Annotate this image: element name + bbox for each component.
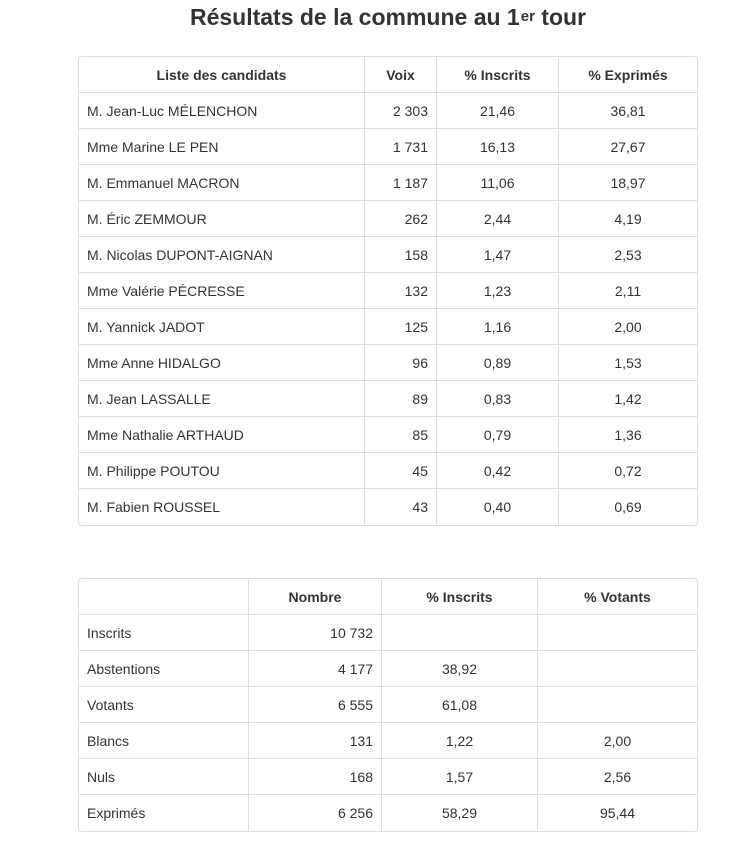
candidate-name-cell: M. Éric ZEMMOUR — [79, 201, 365, 237]
table-row — [79, 651, 697, 687]
participation-label-cell: Votants — [79, 687, 249, 723]
pct-inscrits-cell: 1,47 — [437, 237, 559, 273]
table-row — [79, 381, 697, 417]
pct-inscrits-cell: 38,92 — [382, 651, 538, 687]
table-row — [79, 201, 697, 237]
pct-inscrits-cell: 0,79 — [437, 417, 559, 453]
table-row — [79, 615, 697, 651]
voix-cell: 125 — [365, 309, 437, 345]
table-header-row — [79, 579, 697, 615]
voix-cell: 96 — [365, 345, 437, 381]
pct-inscrits-cell: 1,57 — [382, 759, 538, 795]
participation-table-body — [79, 615, 697, 831]
page-title-superscript: er — [520, 8, 535, 25]
voix-cell: 2 303 — [365, 93, 437, 129]
pct-votants-cell — [538, 615, 697, 651]
participation-label-cell: Inscrits — [79, 615, 249, 651]
pct-exprimes-cell: 27,67 — [559, 129, 697, 165]
pct-votants-cell — [538, 651, 697, 687]
participation-label-cell: Nuls — [79, 759, 249, 795]
table-row — [79, 273, 697, 309]
header-pct-inscrits: % Inscrits — [382, 579, 538, 615]
pct-exprimes-cell: 2,11 — [559, 273, 697, 309]
table-row — [79, 237, 697, 273]
candidate-name-cell: M. Jean LASSALLE — [79, 381, 365, 417]
candidates-results-table — [78, 56, 698, 526]
pct-exprimes-cell: 0,72 — [559, 453, 697, 489]
table-row — [79, 165, 697, 201]
pct-exprimes-cell: 1,36 — [559, 417, 697, 453]
pct-exprimes-cell: 2,53 — [559, 237, 697, 273]
pct-inscrits-cell: 0,40 — [437, 489, 559, 525]
candidate-name-cell: M. Fabien ROUSSEL — [79, 489, 365, 525]
header-voix: Voix — [365, 57, 437, 93]
candidate-name-cell: M. Nicolas DUPONT-AIGNAN — [79, 237, 365, 273]
pct-exprimes-cell: 4,19 — [559, 201, 697, 237]
table-row — [79, 723, 697, 759]
candidates-table-body — [79, 93, 697, 525]
table-row — [79, 687, 697, 723]
pct-votants-cell: 95,44 — [599, 805, 636, 821]
candidate-name-cell: M. Jean-Luc MÉLENCHON — [79, 93, 365, 129]
voix-cell: 1 731 — [365, 129, 437, 165]
pct-votants-cell: 2,00 — [538, 723, 697, 759]
pct-exprimes-cell: 1,42 — [559, 381, 697, 417]
table-row — [79, 417, 697, 453]
pct-exprimes-cell: 1,53 — [559, 345, 697, 381]
nombre-cell: 6 555 — [249, 687, 382, 723]
candidate-name-cell: Mme Valérie PÉCRESSE — [79, 273, 365, 309]
pct-exprimes-cell: 0,69 — [614, 499, 642, 515]
pct-exprimes-cell: 18,97 — [559, 165, 697, 201]
voix-cell: 45 — [365, 453, 437, 489]
pct-inscrits-cell: 0,42 — [437, 453, 559, 489]
nombre-cell: 168 — [249, 759, 382, 795]
table-row — [79, 489, 697, 525]
table-row — [79, 309, 697, 345]
participation-table — [78, 578, 698, 832]
pct-inscrits-cell — [382, 615, 538, 651]
pct-inscrits-cell: 61,08 — [382, 687, 538, 723]
participation-label-cell: Exprimés — [79, 795, 249, 831]
pct-inscrits-cell: 1,22 — [382, 723, 538, 759]
voix-cell: 132 — [365, 273, 437, 309]
voix-cell: 158 — [365, 237, 437, 273]
candidate-name-cell: Mme Nathalie ARTHAUD — [79, 417, 365, 453]
pct-exprimes-cell: 36,81 — [559, 93, 697, 129]
header-pct-inscrits: % Inscrits — [437, 57, 559, 93]
page-title-main: Résultats de la commune au 1 — [189, 4, 520, 30]
table-row — [79, 453, 697, 489]
table-row — [79, 345, 697, 381]
voix-cell: 262 — [365, 201, 437, 237]
candidate-name-cell: Mme Anne HIDALGO — [79, 345, 365, 381]
pct-inscrits-cell: 0,83 — [437, 381, 559, 417]
table-row — [79, 795, 697, 831]
pct-inscrits-cell: 1,16 — [437, 309, 559, 345]
pct-inscrits-cell: 1,23 — [437, 273, 559, 309]
pct-inscrits-cell: 21,46 — [437, 93, 559, 129]
header-nombre: Nombre — [249, 579, 382, 615]
candidate-name-cell: M. Emmanuel MACRON — [79, 165, 365, 201]
pct-inscrits-cell: 2,44 — [437, 201, 559, 237]
pct-votants-cell: 2,56 — [538, 759, 697, 795]
page-title — [0, 0, 734, 38]
nombre-cell: 10 732 — [249, 615, 382, 651]
table-row — [79, 129, 697, 165]
pct-inscrits-cell: 11,06 — [437, 165, 559, 201]
table-row — [79, 93, 697, 129]
pct-votants-cell — [538, 687, 697, 723]
page-title-end: tour — [534, 4, 587, 30]
pct-inscrits-cell: 0,89 — [437, 345, 559, 381]
nombre-cell: 6 256 — [249, 795, 382, 831]
table-row — [79, 759, 697, 795]
nombre-cell: 4 177 — [249, 651, 382, 687]
voix-cell: 85 — [365, 417, 437, 453]
header-empty — [79, 579, 249, 615]
participation-label-cell: Abstentions — [79, 651, 249, 687]
voix-cell: 1 187 — [365, 165, 437, 201]
candidate-name-cell: Mme Marine LE PEN — [79, 129, 365, 165]
header-candidates: Liste des candidats — [79, 57, 365, 93]
voix-cell: 43 — [365, 489, 437, 525]
pct-inscrits-cell: 16,13 — [437, 129, 559, 165]
voix-cell: 89 — [365, 381, 437, 417]
header-pct-votants: % Votants — [538, 579, 697, 615]
pct-exprimes-cell: 2,00 — [559, 309, 697, 345]
candidate-name-cell: M. Yannick JADOT — [79, 309, 365, 345]
header-pct-exprimes: % Exprimés — [559, 57, 697, 93]
participation-label-cell: Blancs — [79, 723, 249, 759]
table-header-row — [79, 57, 697, 93]
candidate-name-cell: M. Philippe POUTOU — [79, 453, 365, 489]
pct-inscrits-cell: 58,29 — [382, 795, 538, 831]
nombre-cell: 131 — [249, 723, 382, 759]
